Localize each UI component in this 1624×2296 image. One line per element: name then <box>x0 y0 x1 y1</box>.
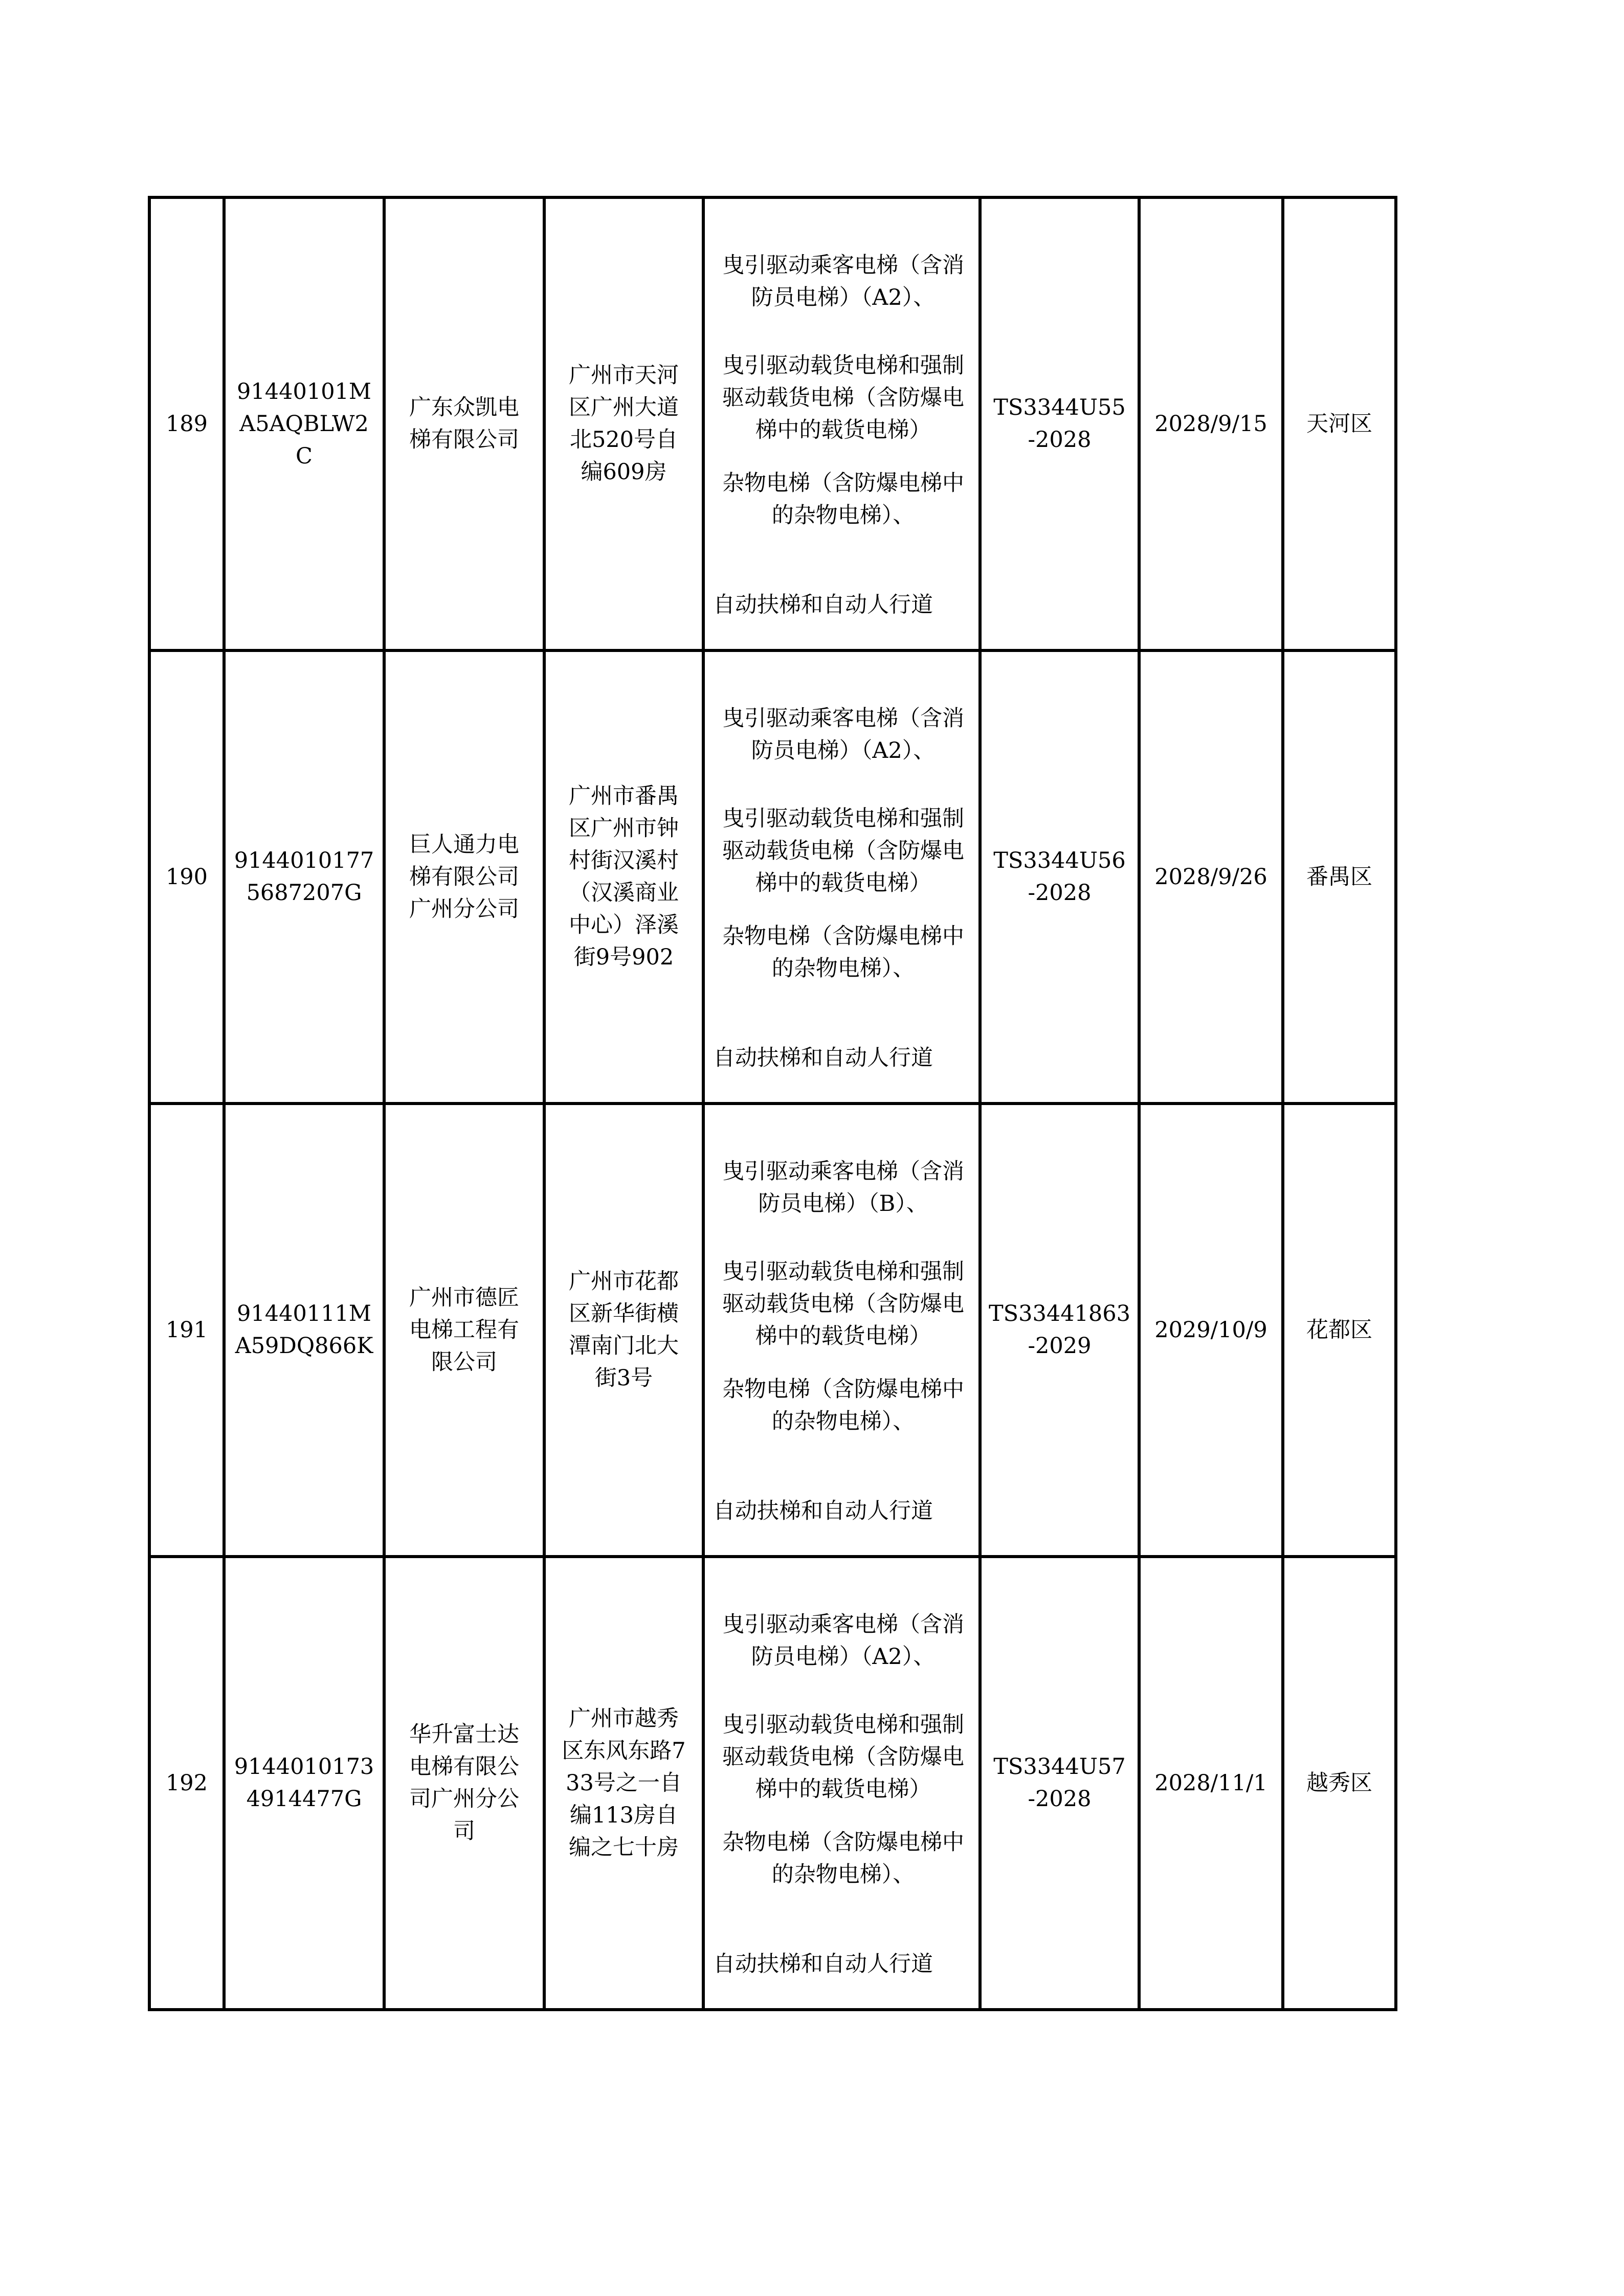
address-cell: 广州市花都区新华街横潭南门北大街3号 <box>544 1104 703 1557</box>
district-cell: 天河区 <box>1283 197 1396 650</box>
district-cell: 越秀区 <box>1283 1557 1396 2010</box>
scope-item: 杂物电梯（含防爆电梯中的杂物电梯）、 <box>722 470 964 528</box>
expiry-date-cell: 2029/10/9 <box>1139 1104 1283 1557</box>
scope-item: 自动扶梯和自动人行道 <box>713 592 933 618</box>
license-records-table <box>148 196 1397 2011</box>
license-scope-cell <box>703 1557 980 2010</box>
expiry-date-cell: 2028/11/1 <box>1139 1557 1283 2010</box>
company-name-cell: 广州市德匠电梯工程有限公司 <box>384 1104 544 1557</box>
credit-code-cell: 91440111MA59DQ866K <box>224 1104 384 1557</box>
scope-item: 曳引驱动载货电梯和强制驱动载货电梯（含防爆电梯中的载货电梯） <box>722 1712 964 1802</box>
row-number-cell: 189 <box>149 197 224 650</box>
table-row <box>149 197 1396 650</box>
license-number-cell: TS3344U56-2028 <box>980 650 1139 1104</box>
company-name-cell: 广东众凯电梯有限公司 <box>384 197 544 650</box>
scope-item: 自动扶梯和自动人行道 <box>713 1498 933 1524</box>
address-cell: 广州市天河区广州大道北520号自编609房 <box>544 197 703 650</box>
scope-item: 杂物电梯（含防爆电梯中的杂物电梯）、 <box>722 1377 964 1434</box>
scope-item: 杂物电梯（含防爆电梯中的杂物电梯）、 <box>722 924 964 981</box>
expiry-date-cell: 2028/9/15 <box>1139 197 1283 650</box>
license-number-cell: TS3344U55-2028 <box>980 197 1139 650</box>
scope-item: 曳引驱动载货电梯和强制驱动载货电梯（含防爆电梯中的载货电梯） <box>722 353 964 443</box>
license-number-cell: TS33441863-2029 <box>980 1104 1139 1557</box>
company-name-cell: 巨人通力电梯有限公司广州分公司 <box>384 650 544 1104</box>
license-scope-cell <box>703 650 980 1104</box>
address-cell: 广州市番禺区广州市钟村街汉溪村（汉溪商业中心）泽溪街9号902 <box>544 650 703 1104</box>
scope-item: 曳引驱动载货电梯和强制驱动载货电梯（含防爆电梯中的载货电梯） <box>722 806 964 896</box>
scope-item: 杂物电梯（含防爆电梯中的杂物电梯）、 <box>722 1830 964 1887</box>
table-row <box>149 1557 1396 2010</box>
license-scope-cell <box>703 197 980 650</box>
scope-item: 曳引驱动乘客电梯（含消防员电梯）（A2）、 <box>722 1612 964 1670</box>
expiry-date-cell: 2028/9/26 <box>1139 650 1283 1104</box>
table-row <box>149 1104 1396 1557</box>
scope-item: 曳引驱动乘客电梯（含消防员电梯）（A2）、 <box>722 253 964 310</box>
scope-item: 自动扶梯和自动人行道 <box>713 1951 933 1977</box>
district-cell: 花都区 <box>1283 1104 1396 1557</box>
row-number-cell: 191 <box>149 1104 224 1557</box>
credit-code-cell: 91440101MA5AQBLW2C <box>224 197 384 650</box>
table-row <box>149 650 1396 1104</box>
company-name-cell: 华升富士达电梯有限公司广州分公司 <box>384 1557 544 2010</box>
row-number-cell: 192 <box>149 1557 224 2010</box>
scope-item: 曳引驱动载货电梯和强制驱动载货电梯（含防爆电梯中的载货电梯） <box>722 1259 964 1349</box>
district-cell: 番禺区 <box>1283 650 1396 1104</box>
scope-item: 自动扶梯和自动人行道 <box>713 1045 933 1071</box>
row-number-cell: 190 <box>149 650 224 1104</box>
credit-code-cell: 91440101775687207G <box>224 650 384 1104</box>
license-scope-cell <box>703 1104 980 1557</box>
license-number-cell: TS3344U57-2028 <box>980 1557 1139 2010</box>
scope-item: 曳引驱动乘客电梯（含消防员电梯）（A2）、 <box>722 706 964 763</box>
credit-code-cell: 91440101734914477G <box>224 1557 384 2010</box>
scope-item: 曳引驱动乘客电梯（含消防员电梯）（B）、 <box>722 1159 964 1217</box>
address-cell: 广州市越秀区东风东路733号之一自编113房自编之七十房 <box>544 1557 703 2010</box>
